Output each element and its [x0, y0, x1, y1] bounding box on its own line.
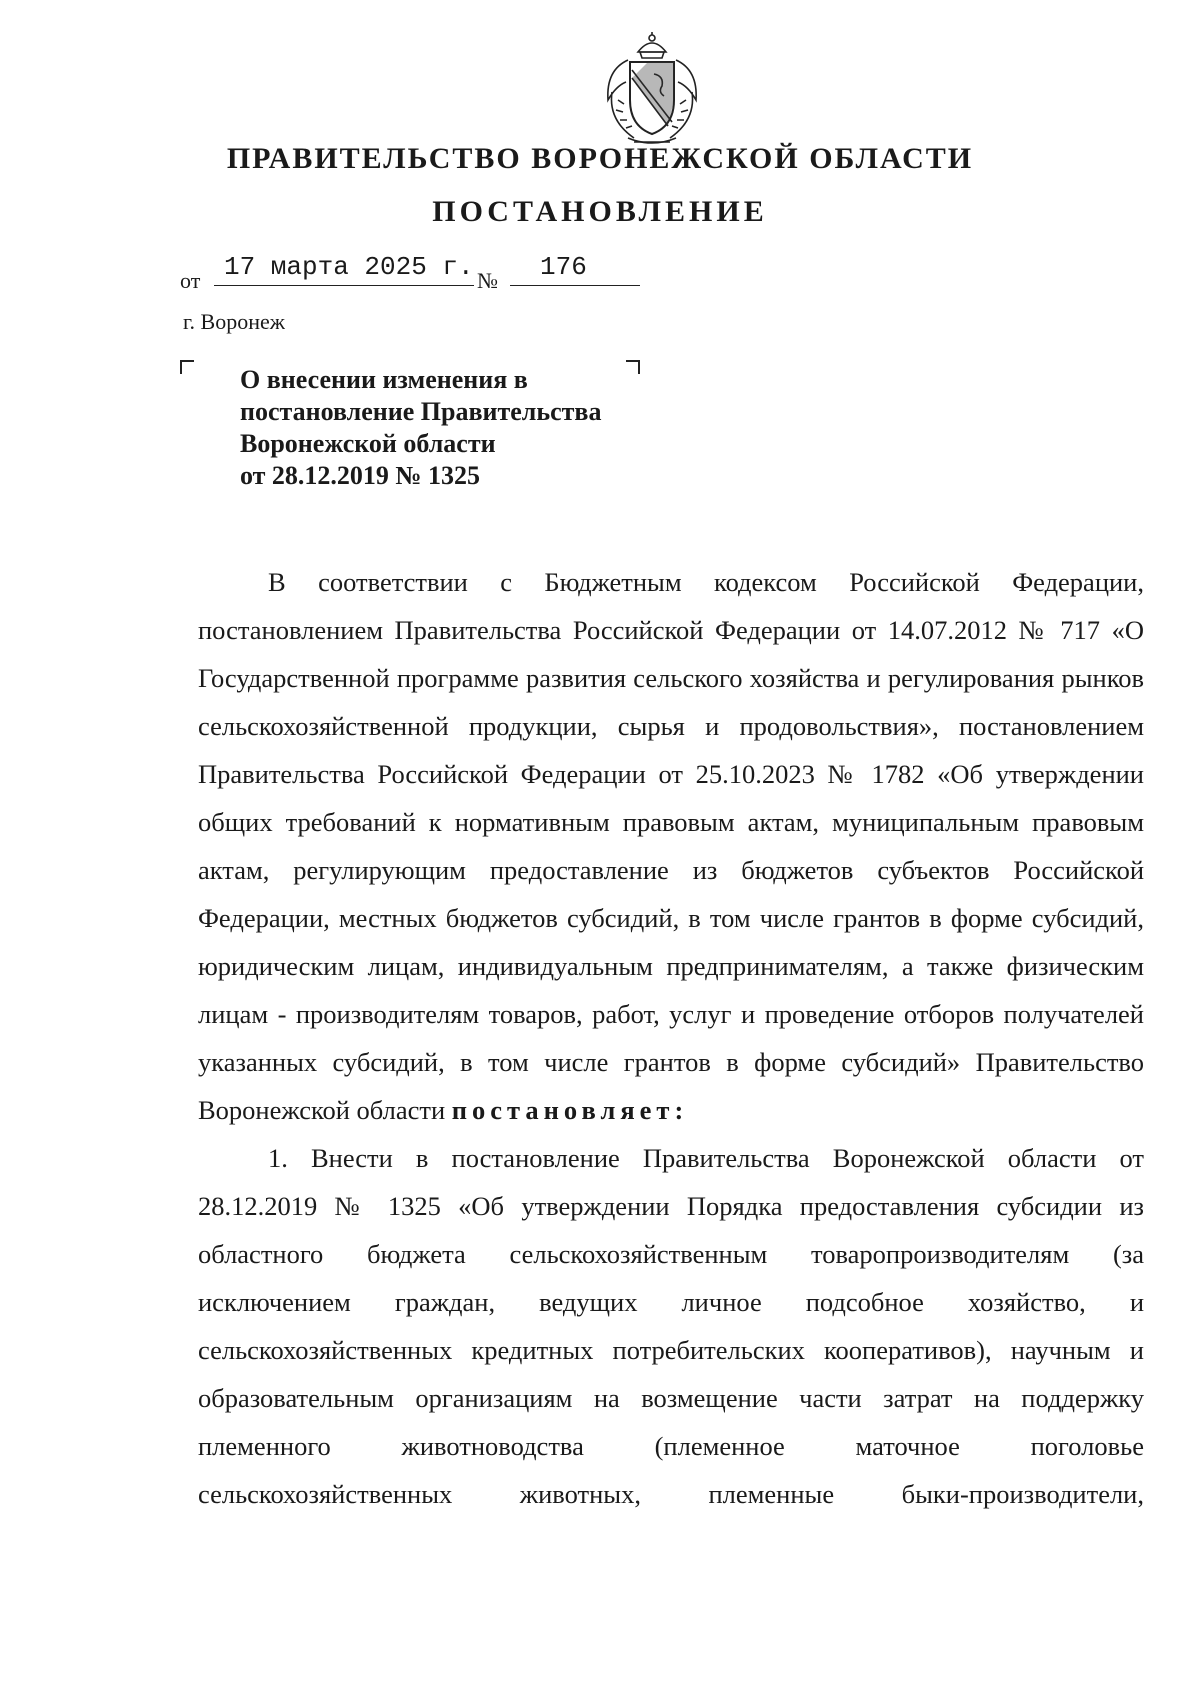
- subject-corner-mark-left: [180, 360, 194, 374]
- document-subject: [240, 364, 660, 492]
- number-label: №: [477, 268, 498, 293]
- document-meta: [180, 252, 680, 292]
- date-label: от: [180, 268, 201, 293]
- decree-word: постановляет:: [451, 1095, 689, 1125]
- subject-line: постановление Правительства: [240, 397, 602, 426]
- document-date: 17 марта 2025 г.: [214, 252, 474, 286]
- preamble-text: В соответствии с Бюджетным кодексом Российской Федерации, постановлением Правительства Российской Федерации от 14.07.2012 № 717 «О Государственной программе развития сельского хозяйства и регулирования рынков сельскохозяйственной продукции, сырья и продовольствия», постановлением Правительства Российской Федерации от 25.10.2023 № 1782 «Об утверждении общих требований к нормативным правовым актам, муниципальным правовым актам, регулирующим предоставление из бюджетов субъектов Российской Федерации, местных бюджетов субсидий, в том числе грантов в форме субсидий, юридическим лицам, индивидуальным предпринимателям, а также физическим лицам - производителям товаров, работ, услуг и проведение отборов получателей указанных субсидий, в том числе грантов в форме субсидий» Правительство Воронежской области: [198, 567, 1144, 1125]
- government-title: ПРАВИТЕЛЬСТВО ВОРОНЕЖСКОЙ ОБЛАСТИ: [226, 142, 974, 175]
- subject-line: О внесении изменения в: [240, 365, 528, 394]
- subject-line: от 28.12.2019 № 1325: [240, 461, 481, 490]
- clause-1-paragraph: 1. Внести в постановление Правительства Воронежской области от 28.12.2019 № 1325 «Об утверждении Порядка предоставления субсидии из областного бюджета сельскохозяйственным товаропроизводителям (за исключением граждан, ведущих личное подсобное хозяйство, и сельскохозяйственных кредитных потребительских кооперативов), научным и образовательным организациям на возмещение части затрат на поддержку племенного животноводства (племенное маточное поголовье сельскохозяйственных животных, племенные быки-производители,: [198, 1143, 1144, 1509]
- preamble-paragraph: [198, 558, 1144, 1134]
- city-line: г. Воронеж: [183, 309, 285, 334]
- document-type-title: ПОСТАНОВЛЕНИЕ: [432, 195, 768, 228]
- subject-line: Воронежской области: [240, 429, 496, 458]
- document-body: [198, 558, 1144, 1518]
- document-number: 176: [510, 252, 640, 286]
- coat-of-arms-emblem: [598, 30, 706, 150]
